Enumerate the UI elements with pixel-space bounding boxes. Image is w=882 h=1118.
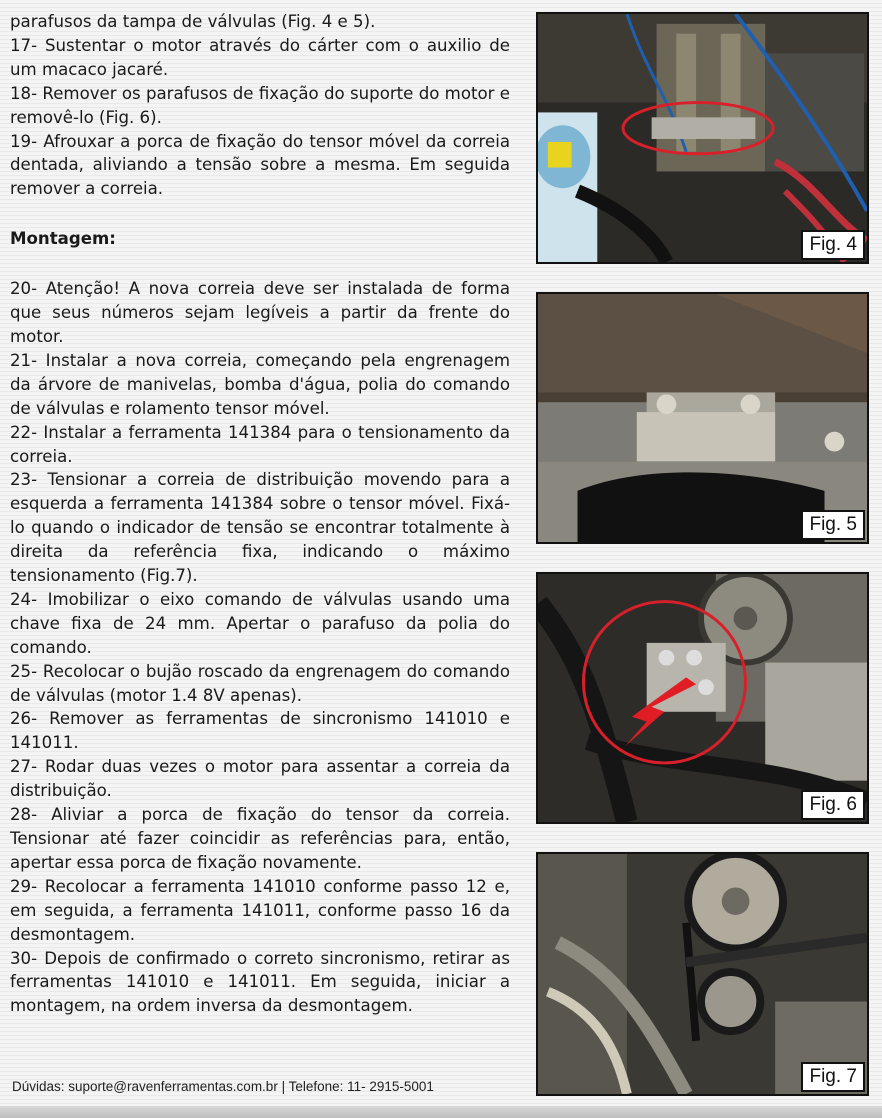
step-30: 30- Depois de confirmado o correto sincronismo, retirar as ferramentas 141010 e 141011. Em seguida, iniciar a montagem, na ordem inversa da desmontagem. [10,948,510,1016]
figure-6-photo [536,572,869,824]
step-20: 20- Atenção! A nova correia deve ser instalada de forma que seus números sejam legíveis a partir da frente do motor. [10,279,510,346]
step-29: 29- Recolocar a ferramenta 141010 conforme passo 12 e, em seguida, a ferramenta 141011, conforme passo 16 da desmontagem. [10,876,510,944]
figure-6-label: Fig. 6 [801,790,865,820]
section-heading-montagem: Montagem: [10,229,116,249]
step-23: 23- Tensionar a correia de distribuição movendo para a esquerda a ferramenta 141384 sobre o tensor móvel. Fixá-lo quando o indicador de tensão se encontrar totalmente à direita da referência fixa, indicando o máximo tensionamento (Fig.7). [10,470,510,586]
timing-belt-image [538,854,867,1094]
engine-mount-image [538,574,867,822]
bottom-divider [0,1106,882,1118]
step-19: 19- Afrouxar a porca de fixação do tensor móvel da correia dentada, aliviando a tensão sobre a mesma. Em seguida remover a correia. [10,131,510,199]
figure-7-label: Fig. 7 [801,1062,865,1092]
figure-7-photo [536,852,869,1096]
step-26: 26- Remover as ferramentas de sincronismo 141010 e 141011. [10,709,510,753]
step-24: 24- Imobilizar o eixo comando de válvulas usando uma chave fixa de 24 mm. Apertar o parafuso da polia do comando. [10,589,510,657]
figure-4-photo [536,12,869,264]
contact-footer: Dúvidas: suporte@ravenferramentas.com.br | Telefone: 11- 2915-5001 [12,1079,434,1094]
step-27: 27- Rodar duas vezes o motor para assentar a correia da distribuição. [10,757,510,801]
instructions-column [10,10,510,1018]
figure-5-label: Fig. 5 [801,510,865,540]
step-21: 21- Instalar a nova correia, começando pela engrenagem da árvore de manivelas, bomba d'água, polia do comando de válvulas e rolamento tensor móvel. [10,350,510,418]
step-text: parafusos da tampa de válvulas (Fig. 4 e 5). [10,12,376,31]
step-25: 25- Recolocar o bujão roscado da engrenagem do comando de válvulas (motor 1.4 8V apenas). [10,661,510,705]
step-17: 17- Sustentar o motor através do cárter com o auxilio de um macaco jacaré. [10,35,510,79]
step-22: 22- Instalar a ferramenta 141384 para o tensionamento da correia. [10,422,510,466]
figure-4-label: Fig. 4 [801,230,865,260]
engine-bay-image [538,14,867,262]
step-28: 28- Aliviar a porca de fixação do tensor da correia. Tensionar até fazer coincidir as referências para, então, apertar essa porca de fixação novamente. [10,805,510,872]
figure-5-photo [536,292,869,544]
valve-cover-image [538,294,867,542]
step-18: 18- Remover os parafusos de fixação do suporte do motor e removê-lo (Fig. 6). [10,83,510,127]
